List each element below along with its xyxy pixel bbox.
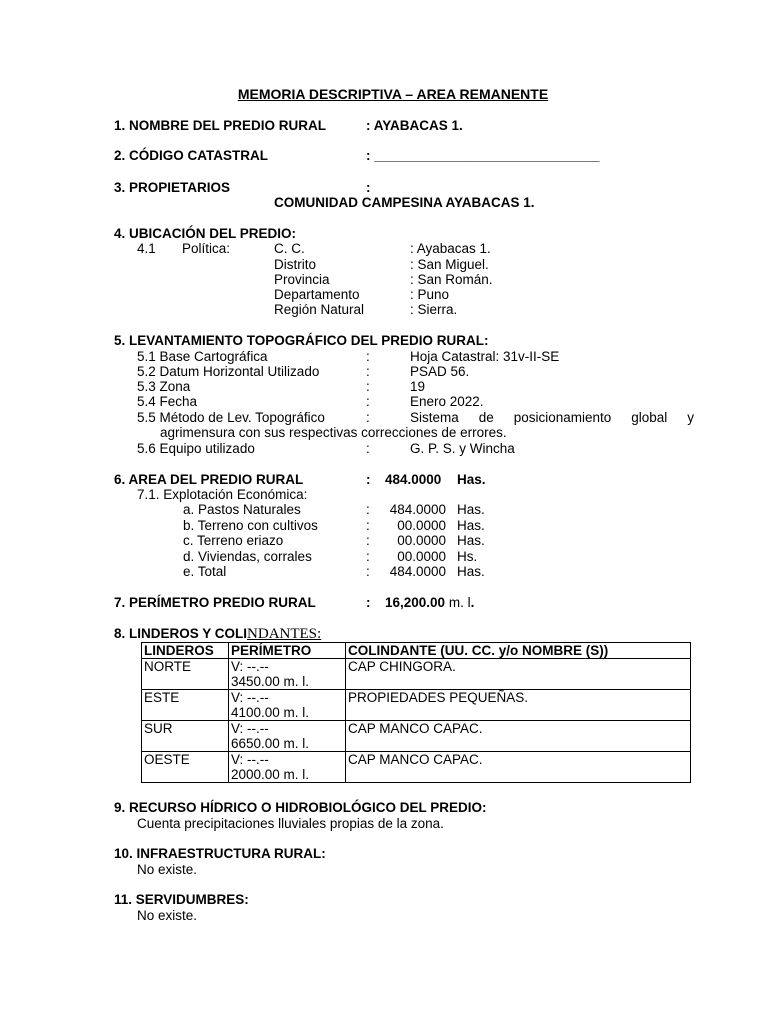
- s6-row-value: 484.0000: [389, 564, 446, 579]
- s5-row-key: 5.6 Equipo utilizado: [137, 441, 255, 456]
- s9-label: 9. RECURSO HÍDRICO O HIDROBIOLÓGICO DEL PREDIO:: [114, 800, 487, 815]
- s1-label: 1. NOMBRE DEL PREDIO RURAL: [114, 118, 327, 133]
- s5-row5-word: posicionamiento: [513, 410, 612, 425]
- perimetro-cell: [229, 721, 346, 752]
- perimetro-cell: [229, 752, 346, 783]
- s7-value-line: [385, 595, 474, 610]
- perimetro-length: 2000.00 m. l.: [231, 767, 310, 782]
- s8-label: 8. LINDEROS Y COLI: [114, 626, 248, 641]
- s6-row-key: c. Terreno eriazo: [183, 533, 284, 548]
- s5-row-colon: :: [366, 349, 370, 364]
- s4-row-value: : Ayabacas 1.: [410, 241, 491, 256]
- s5-row5-justified: [410, 410, 694, 425]
- s6-label: 6. AREA DEL PREDIO RURAL: [114, 472, 304, 487]
- perimetro-v: V: --.--: [231, 752, 269, 767]
- s5-label: 5. LEVANTAMIENTO TOPOGRÁFICO DEL PREDIO RURAL:: [114, 333, 489, 348]
- s5-row-value: Enero 2022.: [410, 394, 484, 409]
- s4-row-key: Provincia: [274, 272, 330, 287]
- s5-row-colon: :: [366, 410, 370, 425]
- s4-label: 4. UBICACIÓN DEL PREDIO:: [114, 226, 297, 241]
- s8-label-handwritten: NDANTES:: [247, 626, 322, 642]
- s6-row-key: b. Terreno con cultivos: [183, 518, 318, 533]
- perimetro-v: V: --.--: [231, 659, 269, 674]
- s5-row5-word: Sistema: [410, 410, 459, 425]
- s4-row-key: Departamento: [274, 287, 360, 302]
- s5-row-key: 5.4 Fecha: [137, 394, 198, 409]
- table-header-row: [142, 643, 691, 659]
- perimetro-length: 4100.00 m. l.: [231, 705, 310, 720]
- s10-text: No existe.: [137, 862, 198, 877]
- s6-row-colon: :: [366, 564, 370, 579]
- s5-row-value: Hoja Catastral: 31v-II-SE: [410, 349, 560, 364]
- table-row: [142, 752, 691, 783]
- colindante-cell: PROPIEDADES PEQUEÑAS.: [346, 690, 691, 721]
- s1-value: : AYABACAS 1.: [366, 118, 463, 133]
- table-header: PERÍMETRO: [229, 643, 346, 659]
- s5-row-value: PSAD 56.: [410, 364, 470, 379]
- linderos-table: [141, 642, 691, 783]
- table-header: LINDEROS: [142, 643, 229, 659]
- s9-text: Cuenta precipitaciones lluviales propias de la zona.: [137, 816, 444, 831]
- s4-row-key: Distrito: [274, 257, 317, 272]
- s6-row-unit: Has.: [457, 533, 485, 548]
- s4-row-value: : Puno: [410, 287, 450, 302]
- s6-value: 484.0000: [385, 472, 442, 487]
- s5-row-colon: :: [366, 394, 370, 409]
- lindero-cell: ESTE: [142, 690, 229, 721]
- s3-value: COMUNIDAD CAMPESINA AYABACAS 1.: [274, 195, 535, 210]
- s2-value: : ______________________________: [366, 148, 600, 163]
- s3-colon: :: [366, 180, 371, 195]
- s3-label: 3. PROPIETARIOS: [114, 180, 231, 195]
- s7-dot: .: [470, 595, 475, 610]
- s6-colon: :: [366, 472, 371, 487]
- perimetro-v: V: --.--: [231, 721, 269, 736]
- s7-label: 7. PERÍMETRO PREDIO RURAL: [114, 595, 316, 610]
- perimetro-v: V: --.--: [231, 690, 269, 705]
- colindante-cell: CAP MANCO CAPAC.: [346, 721, 691, 752]
- perimetro-cell: [229, 659, 346, 690]
- s5-row5-continuation: agrimensura con sus respectivas correcciones de errores.: [160, 425, 507, 440]
- s5-row-key: 5.1 Base Cartográfica: [137, 349, 268, 364]
- colindante-cell: CAP MANCO CAPAC.: [346, 752, 691, 783]
- perimetro-cell: [229, 690, 346, 721]
- s6-sub: 7.1. Explotación Económica:: [137, 487, 308, 502]
- s6-unit: Has.: [457, 472, 486, 487]
- s5-row-colon: :: [366, 441, 370, 456]
- s4-row-value: : Sierra.: [410, 302, 458, 317]
- table-row: [142, 721, 691, 752]
- s6-row-unit: Has.: [457, 518, 485, 533]
- s2-label: 2. CÓDIGO CATASTRAL: [114, 148, 268, 163]
- s6-row-unit: Has.: [457, 564, 485, 579]
- s5-row5-word: global: [631, 410, 668, 425]
- s5-row-value: 19: [410, 379, 426, 394]
- s4-row-key: C. C.: [274, 241, 305, 256]
- s6-row-value: 484.0000: [389, 502, 446, 517]
- s5-row-key: 5.5 Método de Lev. Topográfico: [137, 410, 325, 425]
- s7-colon: :: [366, 595, 371, 610]
- table-row: [142, 690, 691, 721]
- lindero-cell: NORTE: [142, 659, 229, 690]
- s6-row-unit: Hs.: [457, 549, 478, 564]
- s6-row-colon: :: [366, 549, 370, 564]
- colindante-cell: CAP CHINGORA.: [346, 659, 691, 690]
- s6-row-value: 00.0000: [397, 533, 446, 548]
- s7-value: 16,200.00: [385, 595, 446, 610]
- s8-label-line: [114, 626, 321, 642]
- s5-row5-word: y: [687, 410, 694, 425]
- s10-label: 10. INFRAESTRUCTURA RURAL:: [114, 846, 326, 861]
- perimetro-length: 3450.00 m. l.: [231, 674, 310, 689]
- table-row: [142, 659, 691, 690]
- lindero-cell: SUR: [142, 721, 229, 752]
- s6-row-key: e. Total: [183, 564, 227, 579]
- s11-text: No existe.: [137, 908, 198, 923]
- s4-num: 4.1: [137, 241, 156, 256]
- s6-row-value: 00.0000: [397, 549, 446, 564]
- s11-label: 11. SERVIDUMBRES:: [114, 892, 249, 907]
- document-title: MEMORIA DESCRIPTIVA – AREA REMANENTE: [237, 86, 549, 102]
- s4-row-key: Región Natural: [274, 302, 365, 317]
- s5-row-key: 5.3 Zona: [137, 379, 191, 394]
- table-header: COLINDANTE (UU. CC. y/o NOMBRE (S)): [346, 643, 691, 659]
- s4-row-value: : San Miguel.: [410, 257, 489, 272]
- s6-row-key: d. Viviendas, corrales: [183, 549, 312, 564]
- s5-row-colon: :: [366, 364, 370, 379]
- s6-row-unit: Has.: [457, 502, 485, 517]
- s6-row-key: a. Pastos Naturales: [183, 502, 301, 517]
- s5-row-key: 5.2 Datum Horizontal Utilizado: [137, 364, 320, 379]
- perimetro-length: 6650.00 m. l.: [231, 736, 310, 751]
- s5-row-value: G. P. S. y Wincha: [410, 441, 515, 456]
- s6-row-colon: :: [366, 533, 370, 548]
- s6-row-colon: :: [366, 518, 370, 533]
- s6-row-value: 00.0000: [397, 518, 446, 533]
- lindero-cell: OESTE: [142, 752, 229, 783]
- s4-sub: Política:: [182, 241, 231, 256]
- s4-row-value: : San Román.: [410, 272, 493, 287]
- s5-row5-word: de: [478, 410, 494, 425]
- s7-unit: m. l: [448, 595, 471, 610]
- s6-row-colon: :: [366, 502, 370, 517]
- s5-row-colon: :: [366, 379, 370, 394]
